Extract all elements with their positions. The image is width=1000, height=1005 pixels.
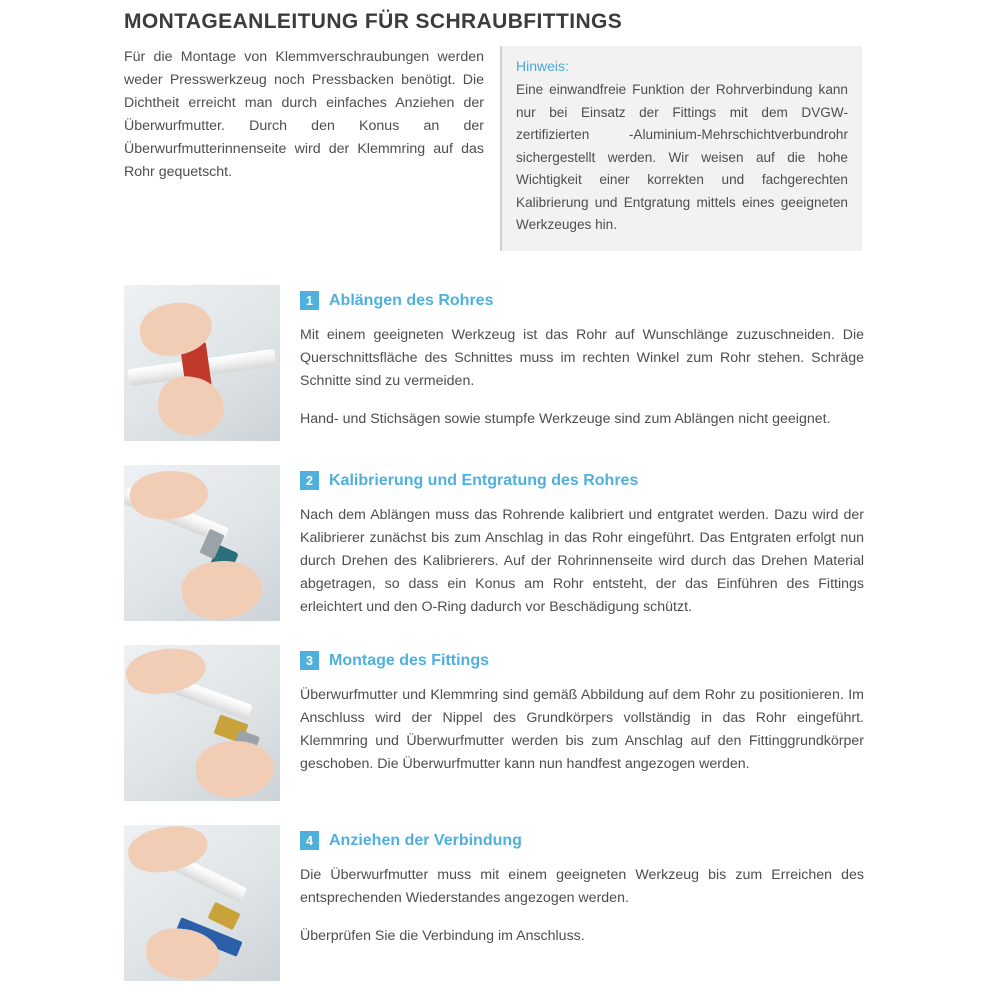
step-3-body (300, 645, 1000, 776)
step-4-paragraph-2: Überprüfen Sie die Verbindung im Anschluss. (300, 928, 585, 944)
hand-illustration (154, 373, 227, 440)
step-item (0, 645, 1000, 801)
step-item (0, 465, 1000, 621)
step-1-body (300, 285, 1000, 431)
step-1-paragraph-2: Hand- und Stichsägen sowie stumpfe Werkzeuge sind zum Ablängen nicht geeignet. (300, 411, 831, 427)
step-2-head (300, 471, 864, 490)
step-2-number: 2 (300, 471, 319, 490)
step-2-image (124, 465, 280, 621)
step-1-title: Ablängen des Rohres (329, 291, 494, 309)
step-1-head (300, 291, 864, 310)
hand-illustration (178, 556, 265, 621)
step-4-paragraph-1: Die Überwurfmutter muss mit einem geeigneten Werkzeug bis zum Erreichen des entsprechenden Wiederstandes angezogen werden. (300, 867, 864, 906)
hand-illustration (193, 737, 276, 801)
step-4-number: 4 (300, 831, 319, 850)
step-2-title: Kalibrierung und Entgratung des Rohres (329, 471, 639, 489)
fitting-nut-illustration (207, 902, 240, 930)
notice-text: Eine einwandfreie Funktion der Rohrverbindung kann nur bei Einsatz der Fittings mit dem DVGW-zertifizierten -Aluminium-Mehrschichtverbundrohr sichergestellt werden. Wir weisen auf die hohe Wichtigkeit einer korrekten und fachgerechten Kalibrierung und Entgratung mittels eines geeigneten Werkzeuges hin. (516, 82, 848, 233)
step-4-image (124, 825, 280, 981)
step-2-paragraph-1: Nach dem Ablängen muss das Rohrende kalibriert und entgratet werden. Dazu wird der Kalibrierer zunächst bis zum Anschlag in das Rohr eingeführt. Das Entgraten erfolgt nun durch Drehen des Kalibrierers. Auf der Rohrinnenseite wird durch das Drehen Material abgetragen, so dass ein Konus am Rohr entsteht, der das Einführen des Fittings erleichtert und den O-Ring dadurch vor Beschädigung schützt. (300, 507, 864, 615)
step-item (0, 285, 1000, 441)
steps-list (0, 285, 1000, 1005)
step-1-paragraph-1: Mit einem geeigneten Werkzeug ist das Rohr auf Wunschlänge zuzuschneiden. Die Querschnittsfläche des Schnittes muss im rechten Winkel zum Rohr stehen. Schräge Schnitte sind zu vermeiden. (300, 327, 864, 389)
step-1-number: 1 (300, 291, 319, 310)
step-1-image (124, 285, 280, 441)
step-2-body (300, 465, 1000, 619)
intro-paragraph: Für die Montage von Klemmverschraubungen werden weder Presswerkzeug noch Pressbacken benötigt. Die Dichtheit erreicht man durch einfaches Anziehen der Überwurfmutter. Durch den Konus an der Überwurfmutterinnenseite wird der Klemmring auf das Rohr gequetscht. (124, 49, 484, 180)
step-3-paragraph-1: Überwurfmutter und Klemmring sind gemäß Abbildung auf dem Rohr zu positionieren. Im Anschluss wird der Nippel des Grundkörpers vollständig in das Rohr eingeführt. Klemmring und Überwurfmutter werden bis zum Anschlag auf den Fittinggrundkörper geschoben. Die Überwurfmutter kann nun handfest angezogen werden. (300, 687, 864, 772)
page-title: MONTAGEANLEITUNG FÜR SCHRAUBFITTINGS (124, 10, 623, 33)
hand-illustration (128, 467, 211, 523)
step-item (0, 825, 1000, 981)
step-4-body (300, 825, 1000, 948)
step-3-head (300, 651, 864, 670)
step-3-number: 3 (300, 651, 319, 670)
step-4-head (300, 831, 864, 850)
step-4-title: Anziehen der Verbindung (329, 831, 522, 849)
step-3-image (124, 645, 280, 801)
step-3-title: Montage des Fittings (329, 651, 489, 669)
notice-label: Hinweis: (516, 58, 569, 74)
notice-box (500, 46, 862, 251)
